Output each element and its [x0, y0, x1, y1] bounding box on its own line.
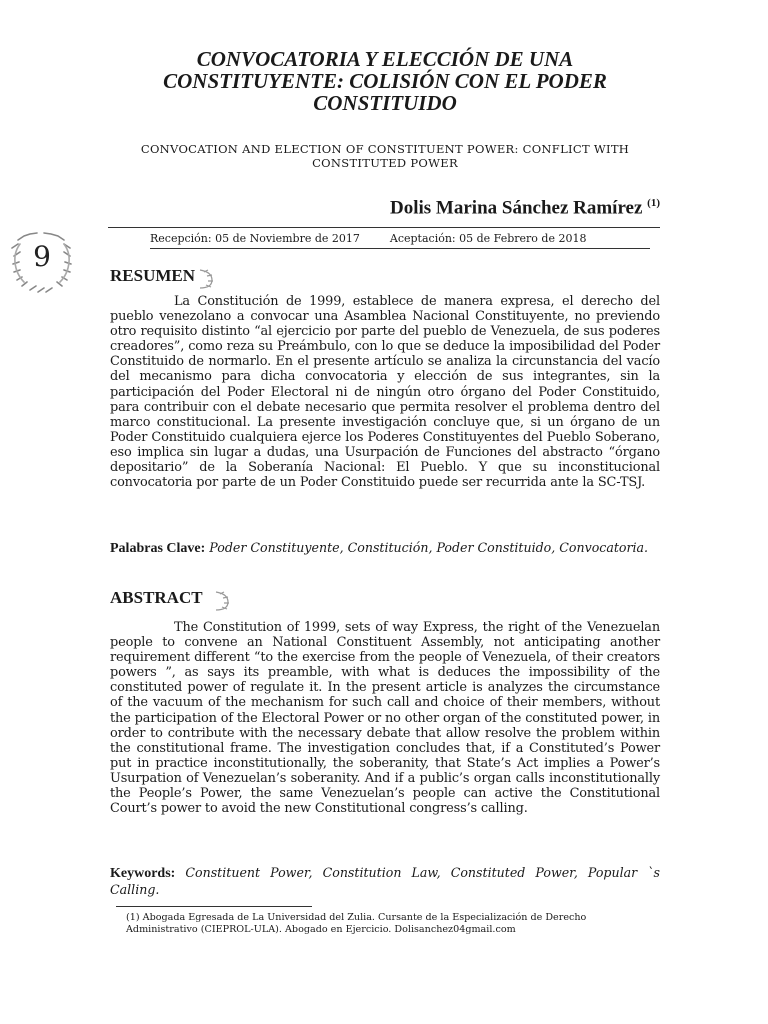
abstract-heading: ABSTRACT [110, 588, 203, 607]
author-line [390, 197, 660, 219]
accepted-date: Aceptación: 05 de Febrero de 2018 [389, 232, 587, 245]
swirl-ornament-icon [210, 588, 236, 614]
author-name: Dolis Marina Sánchez Ramírez [390, 197, 643, 219]
submission-dates [150, 232, 620, 245]
abstract-text: The Constitution of 1999, sets of way Express, the right of the Venezuelan people to convene an National Constituent Assembly, not anticipating another requirement different “to the exercise from the people of Venezuela, of their creators powers ”, as says its preamble, with what is deduces the impossibility of the constituted power of regulate it. In the present article is analyzes the circumstance of the vacuum of the mechanism for such call and choice of their members, without the participation of the Electoral Power or no other organ of the constituted power, in order to contribute with the necessary debate that allow resolve the problem within the constitutional frame. The investigation concludes that, if a Constituted’s Power put in practice inconstitutionally, the soberanity, that State’s Act implies a Power’s Usurpation of Venezuelan’s soberanity. And if a public’s organ calls inconstitutionally the People’s Power, the same Venezuelan’s people can active the Constitutional Court’s power to avoid the new Constitutional congress’s calling. [110, 620, 660, 817]
page-number-wreath [4, 222, 80, 298]
footnote-rule [116, 906, 312, 907]
keywords-terms: Constituent Power, Constitution Law, Constituted Power, Popular `s Calling. [110, 865, 660, 897]
palabras-clave [110, 540, 660, 557]
palabras-clave-label: Palabras Clave: [110, 541, 206, 556]
palabras-clave-terms: Poder Constituyente, Constitución, Poder Constituido, Convocatoria. [209, 540, 649, 555]
keywords [110, 865, 660, 898]
page-number: 9 [33, 240, 51, 273]
paper-title: CONVOCATORIA Y ELECCIÓN DE UNA CONSTITUYENTE: COLISIÓN CON EL PODER CONSTITUIDO [163, 47, 607, 115]
author-footnote-marker: (1) [647, 197, 660, 209]
paper-subtitle: CONVOCATION AND ELECTION OF CONSTITUENT POWER: CONFLICT WITH CONSTITUTED POWER [140, 142, 630, 170]
received-date: Recepción: 05 de Noviembre de 2017 [150, 232, 360, 245]
resumen-text: La Constitución de 1999, establece de manera expresa, el derecho del pueblo venezolano a convocar una Asamblea Nacional Constituyente, no previendo otro requisito distinto “al ejercicio por parte del pueblo de Venezuela, de sus poderes creadores”, como reza su Preámbulo, con lo que se deduce la imposibilidad del Poder Constituido de normarlo. En el presente artículo se analiza la circunstancia del vacío del mecanismo para dicha convocatoria y elección de sus integrantes, sin la participación del Poder Electoral ni de ningún otro órgano del Poder Constituido, para contribuir con el debate necesario que permita resolver el problema dentro del marco constitucional. La presente investigación concluye que, si un órgano de un Poder Constituido cualquiera ejerce los Poderes Constituyentes del Pueblo Soberano, eso implica sin lugar a dudas, una Usurpación de Funciones del abstracto “órgano depositario” de la Soberanía Nacional: El Pueblo. Y que su inconstitucional convocatoria por parte de un Poder Constituido puede ser recurrida ante la SC-TSJ. [110, 294, 660, 491]
author-footnote: (1) Abogada Egresada de La Universidad del Zulia. Cursante de la Especialización de Derecho Administrativo (CIEPROL-ULA). Abogado en Ejercicio. Dolisanchez04gmail.com [126, 912, 587, 935]
swirl-ornament-icon [194, 266, 220, 292]
keywords-label: Keywords: [110, 866, 176, 881]
dates-top-rule [108, 227, 660, 228]
resumen-heading: RESUMEN [110, 266, 196, 285]
dates-bottom-rule [150, 248, 650, 249]
